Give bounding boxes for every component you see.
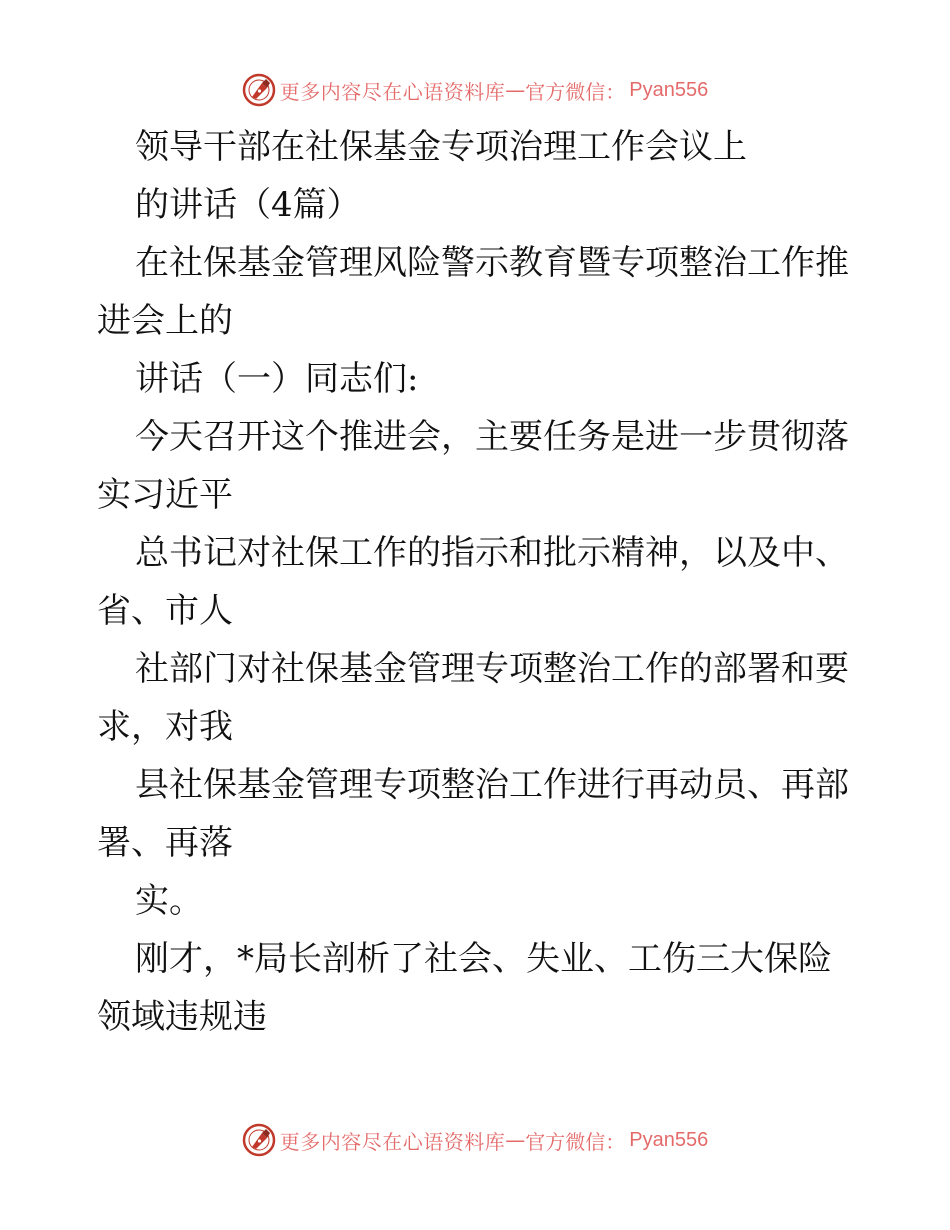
text-line: 实。	[135, 881, 203, 921]
banner-separator: —	[505, 1128, 526, 1152]
banner-wechat-label: 官方微信：	[525, 79, 626, 104]
text-line: 刚才，*局长剖析了社会、失业、工伤三大保险	[135, 939, 832, 979]
text-line: 署、再落	[97, 823, 233, 863]
text-line: 总书记对社保工作的指示和批示精神，以及中、	[135, 533, 849, 573]
text-line: 讲话（一）同志们:	[135, 359, 419, 399]
footer-banner	[0, 1120, 950, 1160]
banner-wechat-id: Pyan556	[629, 78, 709, 101]
banner-text: 更多内容尽在心语资料库	[279, 79, 506, 104]
banner-wechat-label: 官方微信：	[525, 1129, 626, 1154]
text-line: 今天召开这个推进会，主要任务是进一步贯彻落	[135, 417, 849, 457]
text-line: 在社保基金管理风险警示教育暨专项整治工作推	[135, 243, 849, 283]
banner-separator: —	[505, 78, 526, 102]
banner-text: 更多内容尽在心语资料库	[279, 1129, 506, 1154]
banner-wechat-id: Pyan556	[629, 1128, 709, 1151]
header-banner	[0, 70, 950, 110]
pen-nib-logo-icon	[242, 73, 276, 107]
text-line: 实习近平	[97, 475, 233, 515]
text-line: 进会上的	[97, 301, 233, 341]
text-line: 的讲话（4篇）	[135, 185, 361, 225]
pen-nib-logo-icon	[242, 1123, 276, 1157]
text-line: 领域违规违	[97, 997, 267, 1037]
text-line: 社部门对社保基金管理专项整治工作的部署和要	[135, 649, 849, 689]
text-line: 领导干部在社保基金专项治理工作会议上	[135, 127, 747, 167]
text-line: 省、市人	[97, 591, 233, 631]
document-body	[97, 118, 857, 1046]
text-line: 求，对我	[97, 707, 233, 747]
text-line: 县社保基金管理专项整治工作进行再动员、再部	[135, 765, 849, 805]
